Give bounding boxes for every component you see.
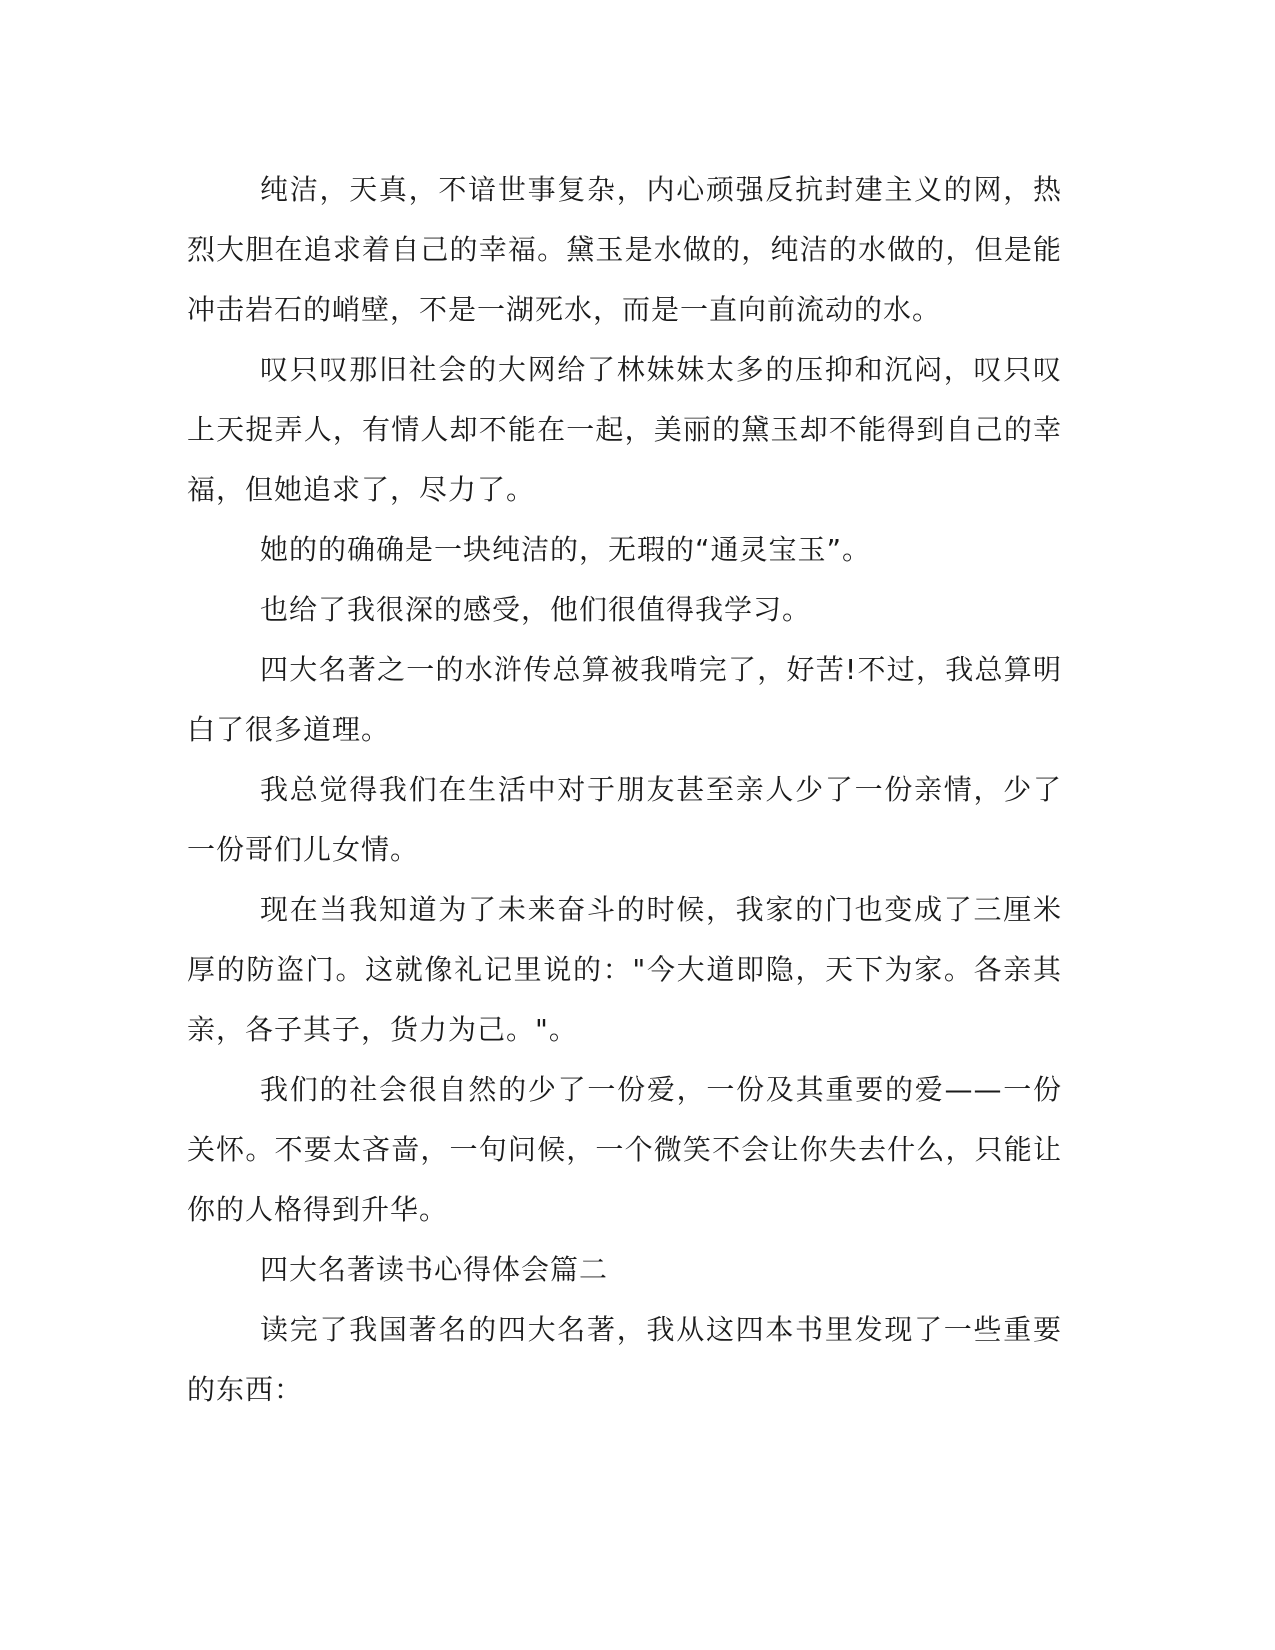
paragraph-closing: 读完了我国著名的四大名著，我从这四本书里发现了一些重要的东西： bbox=[187, 1313, 1062, 1406]
paragraph-security-door: 现在当我知道为了未来奋斗的时候，我家的门也变成了三厘米厚的防盗门。这就像礼记里说的："今大道即隐，天下为家。各亲其亲，各子其子，货力为己。"。 bbox=[187, 893, 1062, 1046]
paragraph-deep-feeling: 也给了我很深的感受，他们很值得我学习。 bbox=[260, 593, 812, 626]
paragraph-old-society: 叹只叹那旧社会的大网给了林妹妹太多的压抑和沉闷，叹只叹上天捉弄人，有情人却不能在一起，美丽的黛玉却不能得到自己的幸福，但她追求了，尽力了。 bbox=[187, 353, 1062, 506]
document-body bbox=[187, 160, 1062, 1420]
section-heading: 四大名著读书心得体会篇二 bbox=[260, 1253, 609, 1286]
paragraph-tongling-jade: 她的的确确是一块纯洁的，无瑕的“通灵宝玉”。 bbox=[260, 533, 872, 566]
paragraph-care: 我们的社会很自然的少了一份爱，一份及其重要的爱——一份关怀。不要太吝啬，一句问候，一个微笑不会让你失去什么，只能让你的人格得到升华。 bbox=[187, 1073, 1062, 1226]
paragraph-daiyu-purity: 纯洁，天真，不谙世事复杂，内心顽强反抗封建主义的网，热烈大胆在追求着自己的幸福。黛玉是水做的，纯洁的水做的，但是能冲击岩石的峭壁，不是一湖死水，而是一直向前流动的水。 bbox=[187, 173, 1062, 326]
paragraph-friendship: 我总觉得我们在生活中对于朋友甚至亲人少了一份亲情，少了一份哥们儿女情。 bbox=[187, 773, 1062, 866]
paragraph-water-margin: 四大名著之一的水浒传总算被我啃完了，好苦!不过，我总算明白了很多道理。 bbox=[187, 653, 1062, 746]
